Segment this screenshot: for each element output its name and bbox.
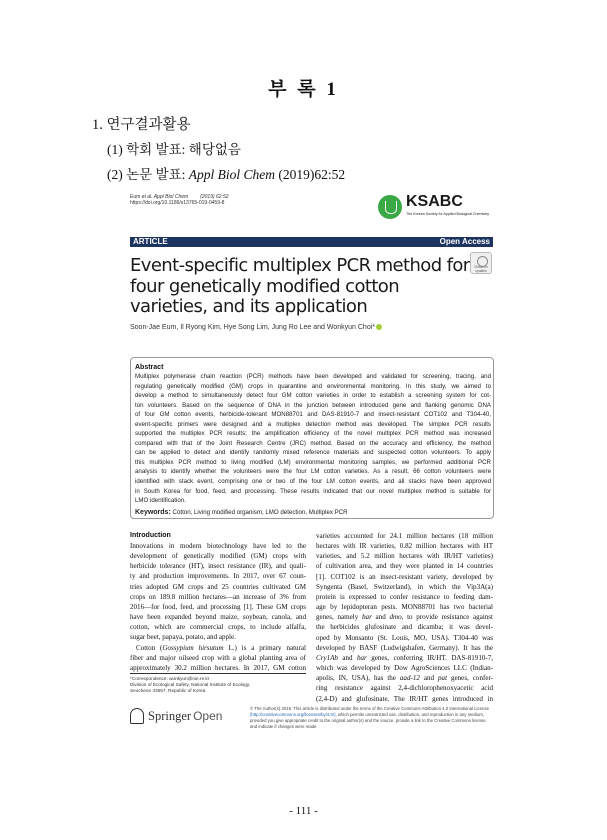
item-citation: (2019)62:52 xyxy=(275,167,346,182)
abstract-line: in South Korea for food, feed, and processing. These results indicated that our novel multiplex method is suitable for xyxy=(135,487,491,495)
body-text-line xyxy=(316,572,493,582)
text-segment: age by lepidopteran pests. MON88701 has two bacterial xyxy=(316,603,493,612)
body-text-line xyxy=(130,592,306,602)
abstract-line: this multiplex PCR method to living modified (LM) environmental monitoring samples, we performed additional PCR xyxy=(135,458,491,466)
flask-icon xyxy=(378,195,402,219)
license-line: and indicate if changes were made. xyxy=(250,724,318,730)
springer-open-logo xyxy=(130,708,222,724)
body-text-line xyxy=(130,541,306,551)
body-text-line xyxy=(130,663,306,673)
affiliation-line: Seocheon 33657, Republic of Korea xyxy=(130,688,206,694)
check-for-updates-badge[interactable]: Check for updates xyxy=(470,252,492,274)
text-segment: ring resistance against 2,4-dichlorophenoxyacetic acid xyxy=(316,684,493,693)
publisher-name: Springer xyxy=(148,708,192,723)
article-type-bar xyxy=(130,237,493,247)
italic-term: bar xyxy=(362,613,372,622)
introduction-heading: Introduction xyxy=(130,532,171,539)
society-abbr: KSABC xyxy=(406,193,463,210)
affiliation-line: Division of Ecological Safety, National Institute of Ecology, xyxy=(130,682,251,688)
body-text-line xyxy=(130,632,306,642)
text-segment: L.) is a primary natural xyxy=(223,643,306,652)
text-segment: the herbicides glufosinate and dicamba; it was devel- xyxy=(316,623,493,632)
body-text-line xyxy=(316,683,493,693)
keywords-text: Cotton, Living modified organism, LMO detection, Multiplex PCR xyxy=(172,508,348,516)
italic-term: Gossypium hirsutum xyxy=(162,643,224,652)
license-line: provided you give appropriate credit to the original author(s) and the source, provide a link to the Creative Commons license, xyxy=(250,718,487,724)
text-segment: genes, conferring IR/HT. DAS-81910-7, xyxy=(366,653,493,662)
license-text xyxy=(250,706,495,730)
body-text-line xyxy=(316,531,493,541)
italic-term: bar xyxy=(356,653,367,662)
springer-horse-icon xyxy=(130,708,144,724)
text-segment: [1]. COT102 is an insect-resistant variety, developed by xyxy=(316,572,493,581)
text-segment: and xyxy=(371,613,390,622)
text-segment: developed by BASF (Ludwigshafen, Germany). It has the xyxy=(316,643,493,652)
text-segment: genes, confer- xyxy=(447,674,493,683)
abstract-heading: Abstract xyxy=(135,364,164,371)
authors-text: Soon-Jae Eum, Il Ryong Kim, Hye Song Lim, Jung Ro Lee and Wonkyun Choi* xyxy=(130,324,375,331)
text-segment: of cultivation area, and they were planted in 14 countries xyxy=(316,562,493,571)
abstract-line: ton volunteers. Based on the sequence of DNA in the junction between introduced gene and flanking genomic DNA xyxy=(135,401,491,409)
body-text-line xyxy=(316,622,493,632)
license-line: © The Author(s) 2019. This article is distributed under the terms of the Creative Commons Attribution 4.0 International License xyxy=(250,706,489,711)
society-name: The Korean Society for Applied Biological Chemistry xyxy=(406,212,490,216)
body-text-line xyxy=(130,622,306,632)
text-segment: have been expanded beyond maize, soybean, canola, and xyxy=(130,613,306,622)
cite-authors: Eum xyxy=(130,194,142,200)
text-segment: varieties accounted for 24.1 million hectares (18 million xyxy=(316,532,493,540)
abstract-body xyxy=(135,372,490,506)
abstract-line: develop a method to simultaneously detect four GM cotton varieties in order to establish a screening system for cot- xyxy=(135,392,491,400)
body-text-line xyxy=(316,592,493,602)
body-text-line xyxy=(130,653,306,663)
text-segment: hectares with IR varieties, 0.82 million hectares with HT xyxy=(316,542,493,551)
text-segment: genes, namely xyxy=(316,613,363,622)
italic-term: Cry1Ab xyxy=(316,653,338,662)
appendix-title: 부 록 1 xyxy=(268,79,339,100)
cite-journal: et al. Appl Biol Chem xyxy=(141,194,189,200)
license-link[interactable]: (http://creativecommons.org/licenses/by/4.0/) xyxy=(250,712,336,718)
abstract-line: Multiplex polymerase chain reaction (PCR) methods have been developed and validated for screening, tracing, and xyxy=(135,373,491,380)
ksabc-logo xyxy=(378,193,498,223)
abstract-line: identified with stack event, comprising one or two of the four LM cotton events, and all stacks have been approved xyxy=(135,478,491,486)
text-segment: 2016—for food, feed, and processing [1]. These GM crops xyxy=(130,602,306,611)
text-segment: varieties, and 5.2 million hectares with IR/HT varieties) xyxy=(316,552,493,561)
abstract-line: of four GM cotton events, herbicide-tolerant MON88701 and DAS-81910-7 and insect-resistant COT102 and T304-40, xyxy=(135,411,491,419)
body-text-line xyxy=(316,653,493,663)
abstract-line: event-specific primers were designed and a multiplex detection method was developed. The simplex PCR results xyxy=(135,420,491,428)
body-column-right xyxy=(316,531,493,704)
text-segment: (2,4-D) and glufosinate. The IR/HT genes introduced in xyxy=(316,694,493,703)
keywords-label: Keywords: xyxy=(135,508,171,516)
body-text-line xyxy=(130,551,306,561)
open-access-label: Open Access xyxy=(439,237,490,246)
abstract-line: analysis to identify whether the volunteers were the four LM cotton varieties. As a result, 66 cotton volunteers were xyxy=(135,468,491,476)
abstract-line: LMO identification. xyxy=(135,497,186,505)
text-segment: , to provide resistance against xyxy=(401,613,493,622)
body-text-line xyxy=(130,602,306,612)
body-text-line xyxy=(316,612,493,622)
abstract-box xyxy=(130,357,494,519)
text-segment: oped by Monsanto (St. Louis, MO, USA). T304-40 was xyxy=(316,633,493,642)
body-column-left xyxy=(130,531,306,673)
text-segment: which was developed by Dow AgroSciences LLC (Indian- xyxy=(316,664,493,673)
body-text-line xyxy=(316,663,493,673)
text-segment: herbicide tolerance (HT), insect resistance (IR), and quali- xyxy=(130,562,306,571)
section-heading: 1. 연구결과활용 xyxy=(92,117,191,133)
italic-term: aad-12 xyxy=(399,674,420,683)
abstract-line: regulating genetically modified (GM) crops in quarantine and environmental monitoring. In this study, we aimed to xyxy=(135,382,491,390)
body-text-line xyxy=(316,694,493,704)
text-segment: sugar beet, papaya, potato, and apple. xyxy=(130,633,236,642)
text-segment: development of genetically modified (GM) crops with xyxy=(130,552,306,561)
body-text-line xyxy=(130,643,306,653)
body-text-line xyxy=(130,612,306,622)
body-text-line xyxy=(316,602,493,612)
text-segment: tries adopted GM crops and 25 countries cultivated GM xyxy=(130,582,306,591)
orcid-icon[interactable] xyxy=(376,324,382,330)
body-text-line xyxy=(316,551,493,561)
body-text-line xyxy=(130,571,306,581)
footnote xyxy=(130,676,250,695)
doi-link[interactable]: https://doi.org/10.1186/s13765-019-0459-8 xyxy=(130,200,225,206)
text-segment: approximately 30.2 million hectares. In 2017, GM cotton xyxy=(130,663,306,672)
conference-presentation-item: (1) 학회 발표: 해당없음 xyxy=(107,142,241,157)
paper-publication-item xyxy=(107,163,345,183)
correspondence-email[interactable]: *Correspondence: wonkyun@nie.re.kr xyxy=(130,676,210,681)
body-text-line xyxy=(316,561,493,571)
license-line: , which permits unrestricted use, distribution, and reproduction in any medium, xyxy=(335,712,485,718)
footnote-divider xyxy=(130,673,306,674)
abstract-line: supported the multiplex PCR results; the amplification efficiency of the novel multiplex PCR method was increased xyxy=(135,430,491,438)
author-list xyxy=(130,324,382,331)
body-text-line xyxy=(130,561,306,571)
body-text-line xyxy=(316,643,493,653)
text-segment: Cotton ( xyxy=(136,643,163,652)
text-segment: ty and production improvements. In 2017, over 67 coun- xyxy=(130,572,306,581)
publisher-suffix: Open xyxy=(193,709,223,723)
body-text-line xyxy=(316,541,493,551)
text-segment: crops on 189.8 million hectares—an increase of 3% from xyxy=(130,592,306,601)
body-text-line xyxy=(316,673,493,683)
text-segment: fiber and major oilseed crop with a global planting area of xyxy=(130,653,306,662)
body-text-line xyxy=(316,633,493,643)
text-segment: and xyxy=(419,674,439,683)
keywords xyxy=(135,508,490,517)
article-title: Event-specific multiplex PCR method for four genetically modified cotton varieties, and its application xyxy=(130,255,470,317)
page-number: - 111 - xyxy=(289,805,318,817)
item-prefix: (2) 논문 발표: xyxy=(107,167,189,182)
text-segment: Syngenta (Basel, Switzerland), in which the Vip3A(a) xyxy=(316,582,493,591)
cite-year: (2019) 62:52 xyxy=(200,194,229,200)
italic-term: dmo xyxy=(389,613,402,622)
abstract-line: compared with that of the Joint Research Centre (JRC) method. Based on the accuracy and efficiency, the method xyxy=(135,439,491,447)
text-segment: Innovations in modern biotechnology have led to the xyxy=(130,542,306,550)
text-segment: protein is expressed to confer resistance to feeding dam- xyxy=(316,592,493,601)
article-type: ARTICLE xyxy=(133,237,168,246)
journal-name: Appl Biol Chem xyxy=(188,167,276,182)
italic-term: pat xyxy=(438,674,448,683)
body-text-line xyxy=(130,582,306,592)
text-segment: and xyxy=(337,653,357,662)
text-segment: cotton, which are commercial crops, to include alfalfa, xyxy=(130,623,306,632)
abstract-line: can be applied to detect and identify randomly mixed reference materials and suspected cotton volunteers. To apply xyxy=(135,449,491,457)
text-segment: apolis, IN, USA), has the xyxy=(316,674,400,683)
body-text-line xyxy=(316,582,493,592)
